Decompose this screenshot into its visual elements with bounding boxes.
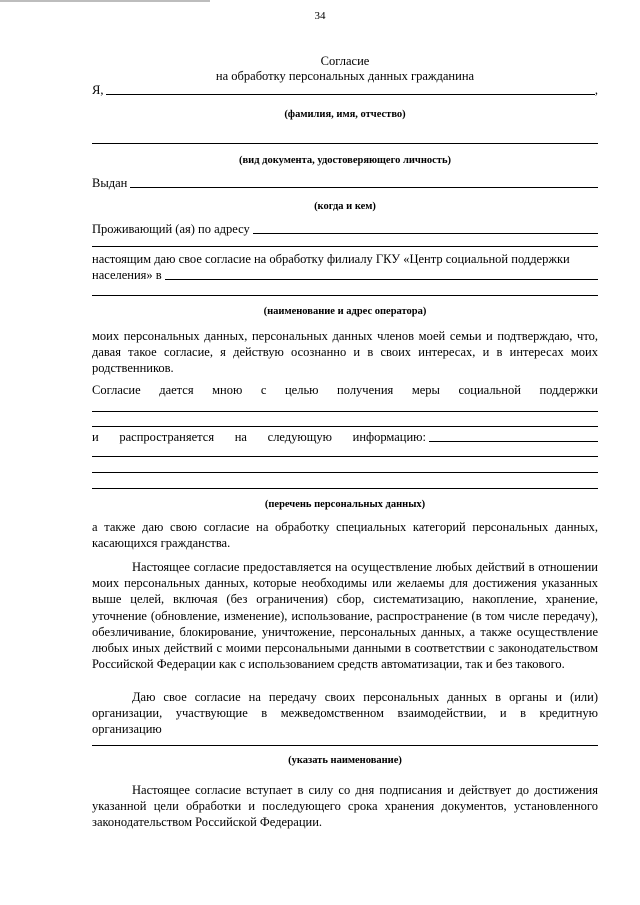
address-input-line[interactable] xyxy=(253,233,598,234)
spread-word: распространяется xyxy=(119,430,215,444)
spread-word: и xyxy=(92,430,99,444)
info-input-line[interactable] xyxy=(429,441,598,442)
page-top-rule xyxy=(0,0,210,2)
fio-field-row xyxy=(92,83,598,98)
issued-field-row xyxy=(92,176,598,191)
spread-word: следующую xyxy=(267,430,332,444)
goal-word: мною xyxy=(212,383,243,397)
goal-word: поддержки xyxy=(539,383,598,397)
goal-word: меры xyxy=(411,383,440,397)
info-input-line-4[interactable] xyxy=(92,488,598,489)
actions-paragraph: Настоящее согласие предоставляется на осуществление любых действий в отношении моих персональных данных, которые необходимы или желаемы для достижения указанных выше целей, включая (без ограничения) сбор, систематизацию, накопление, хранение, уточнение (обновление, изменение), использование, распространение (в том числе передачу), обезличивание, блокирование, уничтожение, персональных данных, а также осуществление любых иных действий с моими персональными данными в соответствии с законодательством Российской Федерации как с использованием средств автоматизации, так и без такового. xyxy=(92,560,598,672)
spread-word: на xyxy=(234,430,247,444)
goal-input-line-1[interactable] xyxy=(92,411,598,412)
address-input-line-2[interactable] xyxy=(92,246,598,247)
info-input-line-3[interactable] xyxy=(92,472,598,473)
spread-word: информацию: xyxy=(352,430,426,444)
issued-caption: (когда и кем) xyxy=(314,201,376,212)
goal-line xyxy=(92,383,598,398)
consent-text-line2: населения» в xyxy=(92,268,162,282)
goal-input-line-2[interactable] xyxy=(92,426,598,427)
goal-word: социальной xyxy=(458,383,521,397)
fio-caption: (фамилия, имя, отчество) xyxy=(284,109,406,120)
fio-label: Я, xyxy=(92,83,104,97)
document-title: Согласие xyxy=(320,54,370,68)
spread-line xyxy=(92,430,598,445)
info-input-line-2[interactable] xyxy=(92,456,598,457)
transfer-paragraph: Даю свое согласие на передачу своих персональных данных в органы и (или) организации, участвующие в межведомственном взаимодействии, и в кредитную организацию xyxy=(92,690,598,737)
issued-label: Выдан xyxy=(92,176,128,190)
list-caption: (перечень персональных данных) xyxy=(264,499,426,510)
special-categories-paragraph: а также даю свою согласие на обработку специальных категорий персональных данных, касающихся гражданства. xyxy=(92,520,598,551)
operator-caption: (наименование и адрес оператора) xyxy=(263,306,427,317)
issued-input-line[interactable] xyxy=(130,187,598,188)
consent-text-line1: настоящим даю свое согласие на обработку филиалу ГКУ «Центр социальной поддержки xyxy=(92,252,570,266)
organization-caption: (указать наименование) xyxy=(288,755,402,766)
goal-word: получения xyxy=(337,383,394,397)
organization-input-line[interactable] xyxy=(92,745,598,746)
purpose-paragraph: моих персональных данных, персональных данных членов моей семьи и подтверждаю, что, давая такое согласие, я действую осознанно и в своих интересах, и в интересах моих родственников. xyxy=(92,329,598,376)
document-input-line[interactable] xyxy=(92,143,598,144)
fio-input-line[interactable] xyxy=(106,94,594,95)
final-paragraph: Настоящее согласие вступает в силу со дня подписания и действует до достижения указанной цели обработки и последующего срока хранения документов, установленного законодательством Российской Федерации. xyxy=(92,783,598,830)
page-number: 34 xyxy=(314,10,326,22)
operator-input-line[interactable] xyxy=(165,279,598,280)
goal-word: дается xyxy=(159,383,194,397)
spread-words xyxy=(92,430,426,445)
address-field-row xyxy=(92,222,598,237)
goal-word: с xyxy=(260,383,267,397)
goal-word: Согласие xyxy=(92,383,141,397)
operator-input-line-2[interactable] xyxy=(92,295,598,296)
goal-word: целью xyxy=(284,383,319,397)
document-subtitle: на обработку персональных данных гражданина xyxy=(215,69,475,83)
operator-field-row xyxy=(92,268,598,283)
address-label: Проживающий (ая) по адресу xyxy=(92,222,250,236)
document-caption: (вид документа, удостоверяющего личность) xyxy=(238,155,451,166)
fio-comma: , xyxy=(594,83,598,97)
